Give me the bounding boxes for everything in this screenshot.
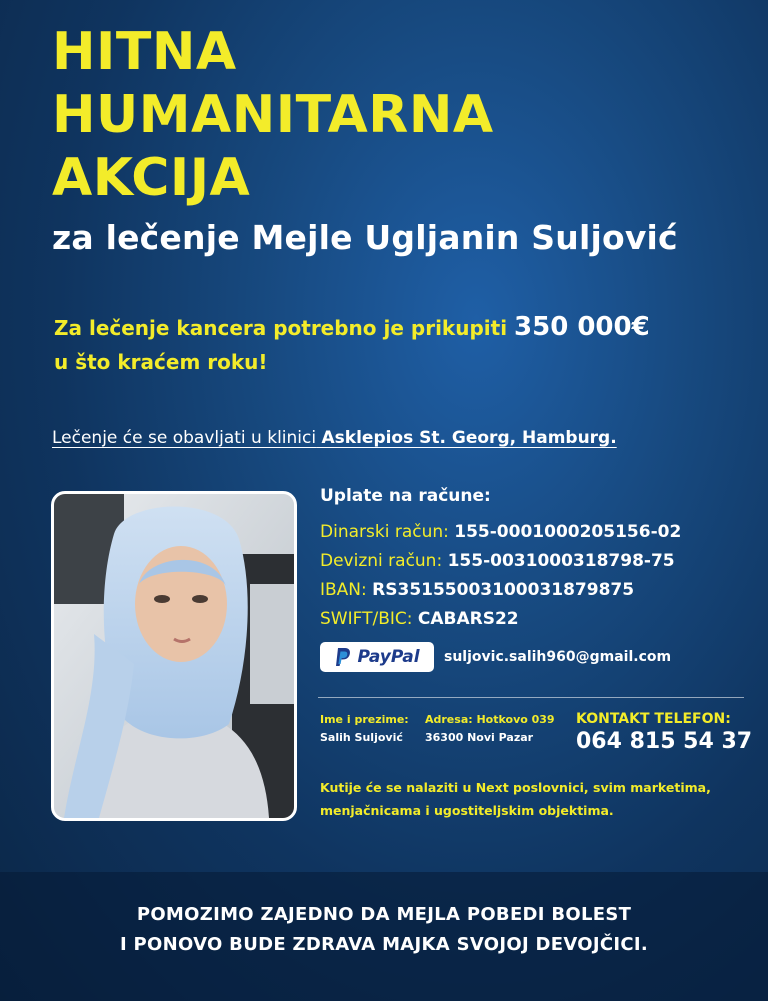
account-foreign [320,547,740,576]
paypal-logo-text: PayPal [357,647,420,667]
title-line-1: HITNA [52,22,237,82]
title-line-3: AKCIJA [52,148,251,208]
account-label: Devizni račun: [320,551,443,571]
paypal-logo [320,642,434,672]
paypal-icon [334,647,352,667]
paypal-email: suljovic.salih960@gmail.com [444,649,672,665]
goal-text: Za lečenje kancera potrebno je prikupiti [54,316,508,340]
account-number: RS35155003100031879875 [372,580,635,600]
account-label: SWIFT/BIC: [320,609,413,629]
recipient-name-label: Ime i prezime: [320,713,409,726]
patient-photo-illustration [54,494,294,818]
recipient-name-value: Salih Suljović [320,731,403,744]
account-swift [320,605,740,634]
fundraising-goal [54,310,744,379]
account-iban [320,576,740,605]
recipient-name [320,711,409,747]
footer-banner [0,872,768,1001]
contact-phone-block [576,711,752,754]
recipient-address-label: Adresa: Hotkovo 039 [425,713,555,726]
footer-line-1: POMOZIMO ZAJEDNO DA MEJLA POBEDI BOLEST [136,904,632,925]
goal-text-2: u što kraćem roku! [54,350,268,374]
account-number: 155-0031000318798-75 [447,551,675,571]
subtitle: za lečenje Mejle Ugljanin Suljović [52,218,678,257]
account-number: 155-0001000205156-02 [454,522,682,542]
account-number: CABARS22 [417,609,519,629]
contact-label: KONTAKT TELEFON: [576,711,731,727]
donation-boxes-note: Kutije će se nalaziti u Next poslovnici, svim marketima, menjačnicama i ugostiteljskim objektima. [320,780,711,818]
payment-accounts [320,486,740,634]
payments-heading: Uplate na račune: [320,486,491,506]
paypal-row [320,642,671,672]
clinic-info [52,428,752,448]
title-line-2: HUMANITARNA [52,85,494,145]
footer-text [0,900,768,960]
clinic-name: Asklepios St. Georg, Hamburg. [321,428,617,448]
clinic-text: Lečenje će se obavljati u klinici [52,428,317,448]
account-dinar [320,518,740,547]
account-label: Dinarski račun: [320,522,449,542]
goal-amount: 350 000€ [514,312,650,342]
account-label: IBAN: [320,580,367,600]
recipient-address-value: 36300 Novi Pazar [425,731,534,744]
contact-phone: 064 815 54 37 [576,729,753,754]
recipient-address [425,711,555,747]
footer-line-2: I PONOVO BUDE ZDRAVA MAJKA SVOJOJ DEVOJČICI. [119,934,649,955]
patient-photo [51,491,297,821]
section-divider [318,697,744,698]
